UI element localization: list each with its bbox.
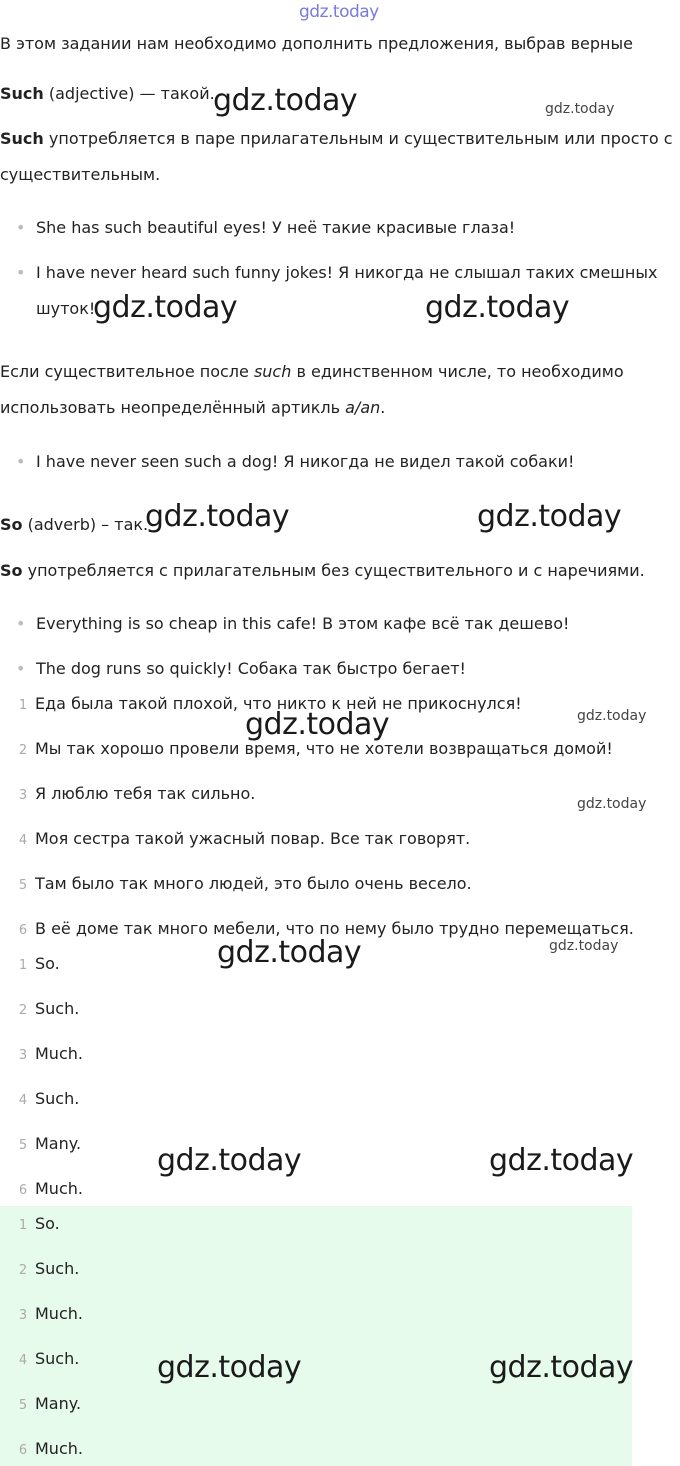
highlighted-answer-item: 3 Much. <box>18 1304 83 1323</box>
watermark: gdz.today <box>157 1350 302 1385</box>
highlighted-answer-item: 1 So. <box>18 1214 60 1233</box>
answer-item: 4 Such. <box>18 1089 80 1108</box>
answers-highlight-block <box>0 1206 632 1466</box>
so-definition: So (adverb) – так. <box>0 515 149 534</box>
translation-item: 4 Моя сестра такой ужасный повар. Все так говорят. <box>18 829 471 848</box>
such-usage-line2: существительным. <box>0 165 161 184</box>
translation-item: 1 Еда была такой плохой, что никто к ней не прикоснулся! <box>18 694 522 713</box>
watermark: gdz.today <box>93 290 238 325</box>
answer-item: 3 Much. <box>18 1044 83 1063</box>
such-usage-word: Such <box>0 129 44 148</box>
watermark: gdz.today <box>145 499 290 534</box>
watermark: gdz.today <box>489 1143 634 1178</box>
watermark-small: gdz.today <box>549 938 619 954</box>
watermark: gdz.today <box>425 290 570 325</box>
intro-text: В этом задании нам необходимо дополнить предложения, выбрав верные <box>0 34 633 53</box>
such-example-1: • She has such beautiful eyes! У неё такие красивые глаза! <box>16 218 515 238</box>
such-usage-line1: Such употребляется в паре прилагательным и существительным или просто с <box>0 129 673 148</box>
answer-item: 1 So. <box>18 954 60 973</box>
article-example: • I have never seen such a dog! Я никогда не видел такой собаки! <box>16 452 574 472</box>
so-example-1: • Everything is so cheap in this cafe! В этом кафе всё так дешево! <box>16 614 569 634</box>
watermark: gdz.today <box>217 935 362 970</box>
watermark: gdz.today <box>213 83 358 118</box>
highlighted-answer-item: 5 Many. <box>18 1394 82 1413</box>
such-definition-rest: (adjective) — такой. <box>43 84 215 103</box>
so-word: So <box>0 515 23 534</box>
translation-item: 5 Там было так много людей, это было очень весело. <box>18 874 472 893</box>
highlighted-answer-item: 2 Such. <box>18 1259 80 1278</box>
article-note-line2: использовать неопределённый артикль a/an. <box>0 398 386 417</box>
answer-item: 2 Such. <box>18 999 80 1018</box>
such-example-2-cont: шуток! <box>36 299 96 318</box>
watermark-small: gdz.today <box>577 708 647 724</box>
so-usage: So употребляется с прилагательным без существительного и с наречиями. <box>0 561 645 580</box>
such-example-2: • I have never heard such funny jokes! Я никогда не слышал таких смешных <box>16 263 658 283</box>
so-example-2: • The dog runs so quickly! Собака так быстро бегает! <box>16 659 466 679</box>
watermark: gdz.today <box>157 1143 302 1178</box>
so-usage-word: So <box>0 561 23 580</box>
translation-item: 6 В её доме так много мебели, что по нему было трудно перемещаться. <box>18 919 634 938</box>
watermark-top: gdz.today <box>299 2 379 22</box>
watermark: gdz.today <box>245 707 390 742</box>
article-note-line1: Если существительное после such в единственном числе, то необходимо <box>0 362 624 381</box>
translation-item: 2 Мы так хорошо провели время, что не хотели возвращаться домой! <box>18 739 613 758</box>
translation-item: 3 Я люблю тебя так сильно. <box>18 784 256 803</box>
such-word: Such <box>0 84 44 103</box>
watermark-small: gdz.today <box>577 796 647 812</box>
watermark: gdz.today <box>477 499 622 534</box>
watermark-small: gdz.today <box>545 101 615 117</box>
answer-item: 6 Much. <box>18 1179 83 1198</box>
highlighted-answer-item: 4 Such. <box>18 1349 80 1368</box>
highlighted-answer-item: 6 Much. <box>18 1439 83 1458</box>
answer-item: 5 Many. <box>18 1134 82 1153</box>
watermark: gdz.today <box>489 1350 634 1385</box>
such-definition <box>0 84 215 104</box>
